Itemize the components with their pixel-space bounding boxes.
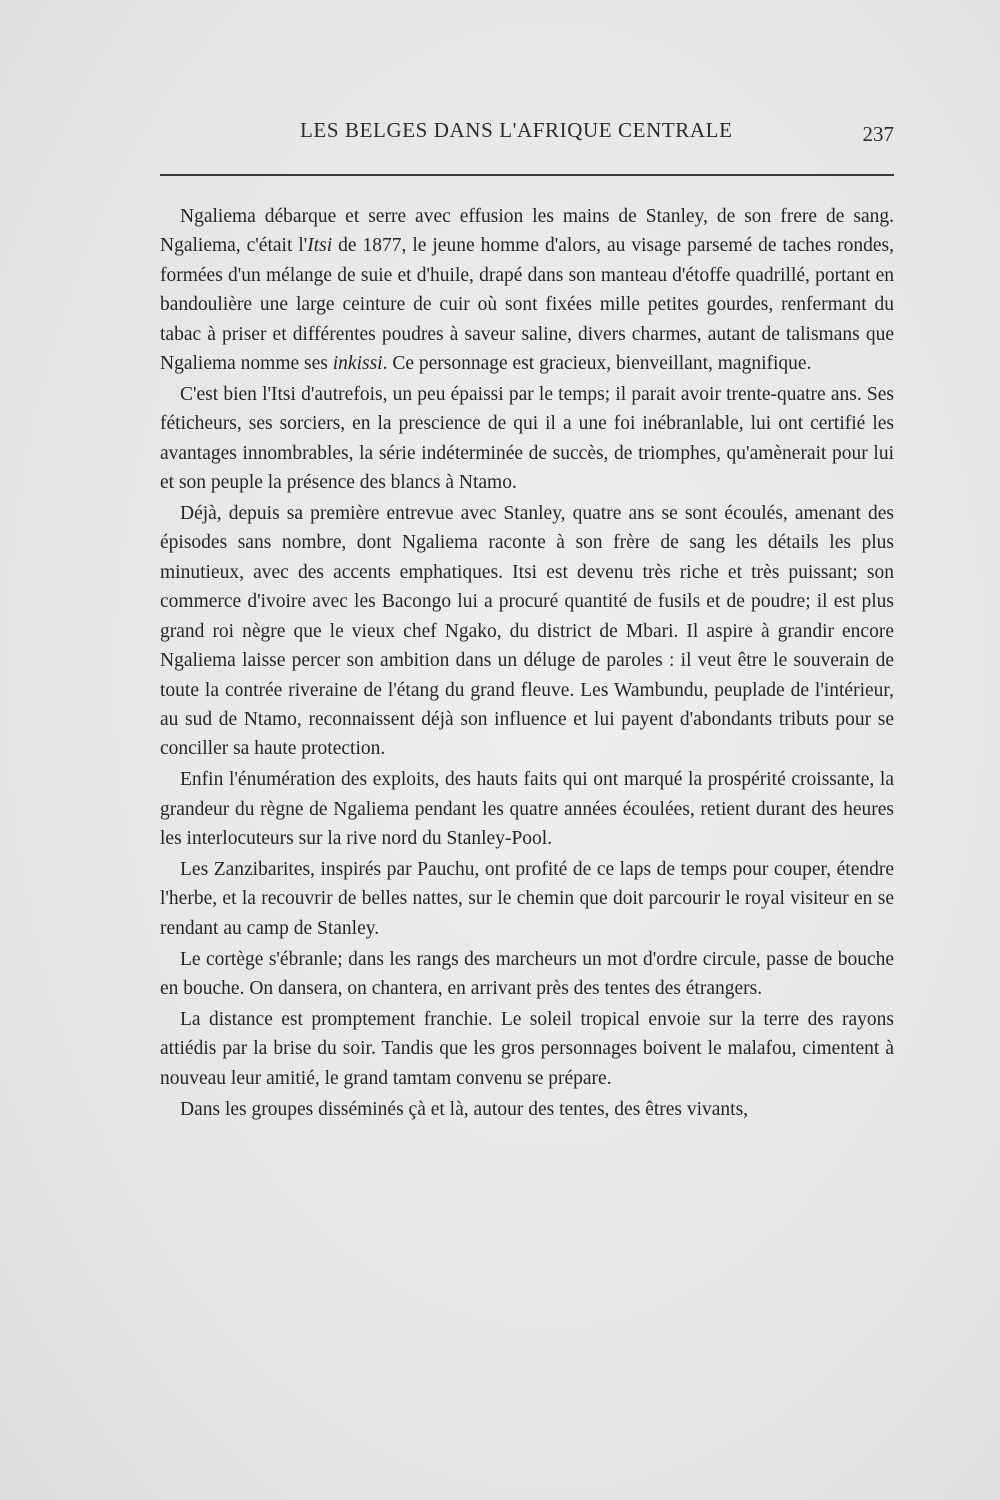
paragraph-4: Enfin l'énumération des exploits, des hauts faits qui ont marqué la prospérité croissante, la grandeur du règne de Ngaliema pendant les quatre années écoulées, retient durant des heures les interlocuteurs sur la rive nord du Stanley-Pool. (160, 769, 894, 850)
body-text (160, 202, 894, 1126)
paragraph-6: Le cortège s'ébranle; dans les rangs des marcheurs un mot d'ordre circule, passe de bouche en bouche. On dansera, on chantera, en arrivant près des tentes des étrangers. (160, 948, 894, 1000)
paragraph-1-italic-inkissi: inkissi (332, 353, 383, 375)
page-number: 237 (862, 122, 894, 146)
paragraph-2: C'est bien l'Itsi d'autrefois, un peu épaissi par le temps; il parait avoir trente-quatre ans. Ses féticheurs, ses sorciers, en la prescience de qui il a une foi inébranlable, lui ont certifié les avantages innombrables, la série indéterminée de succès, de triomphes, qu'amènerait pour lui et son peuple la présence des blancs à Ntamo. (160, 383, 894, 494)
paragraph-1-text-a: Ngaliema débarque et serre avec effusion les mains de Stanley, de son frere de sang. Ngaliema, c'était l' (160, 206, 894, 257)
paragraph-1 (160, 202, 894, 378)
paragraph-8: Dans les groupes disséminés çà et là, autour des tentes, des êtres vivants, (180, 1098, 749, 1120)
paragraph-1-italic-itsi: Itsi (307, 235, 333, 257)
paragraph-5: Les Zanzibarites, inspirés par Pauchu, ont profité de ce laps de temps pour couper, étendre l'herbe, et la recouvrir de belles nattes, sur le chemin que doit parcourir le royal visiteur en se rendant au camp de Stanley. (160, 858, 894, 939)
running-title: LES BELGES DANS L'AFRIQUE CENTRALE (300, 118, 733, 142)
paragraph-7: La distance est promptement franchie. Le soleil tropical envoie sur la terre des rayons attiédis par la brise du soir. Tandis que les gros personnages boivent le malafou, cimentent à nouveau leur amitié, le grand tamtam convenu se prépare. (160, 1008, 894, 1089)
running-head (160, 118, 894, 148)
paragraph-3: Déjà, depuis sa première entrevue avec Stanley, quatre ans se sont écoulés, amenant des épisodes sans nombre, dont Ngaliema raconte à son frère de sang les détails les plus minutieux, avec des accents emphatiques. Itsi est devenu très riche et très puissant; son commerce d'ivoire avec les Bacongo lui a procuré quantité de fusils et de poudre; il est plus grand roi nègre que le vieux chef Ngako, du district de Mbari. Il aspire à grandir encore Ngaliema laisse percer son ambition dans un déluge de paroles : il veut être le souverain de toute la contrée riveraine de l'étang du grand fleuve. Les Wambundu, peuplade de l'intérieur, au sud de Ntamo, reconnaissent déjà son influence et lui payent d'abondants tributs pour se conciller sa haute protection. (160, 503, 894, 760)
paragraph-1-text-c: . Ce personnage est gracieux, bienveillant, magnifique. (382, 353, 812, 375)
paragraph-1-text-b: de 1877, le jeune homme d'alors, au visage parsemé de taches rondes, formées d'un mélange de suie et d'huile, drapé dans son manteau d'étoffe quadrillé, portant en bandoulière une large ceinture de cuir où sont fixées mille petites gourdes, renfermant du tabac à priser et différentes poudres à saveur saline, divers charmes, autant de talismans que Ngaliema nomme ses (160, 235, 894, 375)
header-rule (160, 174, 894, 176)
